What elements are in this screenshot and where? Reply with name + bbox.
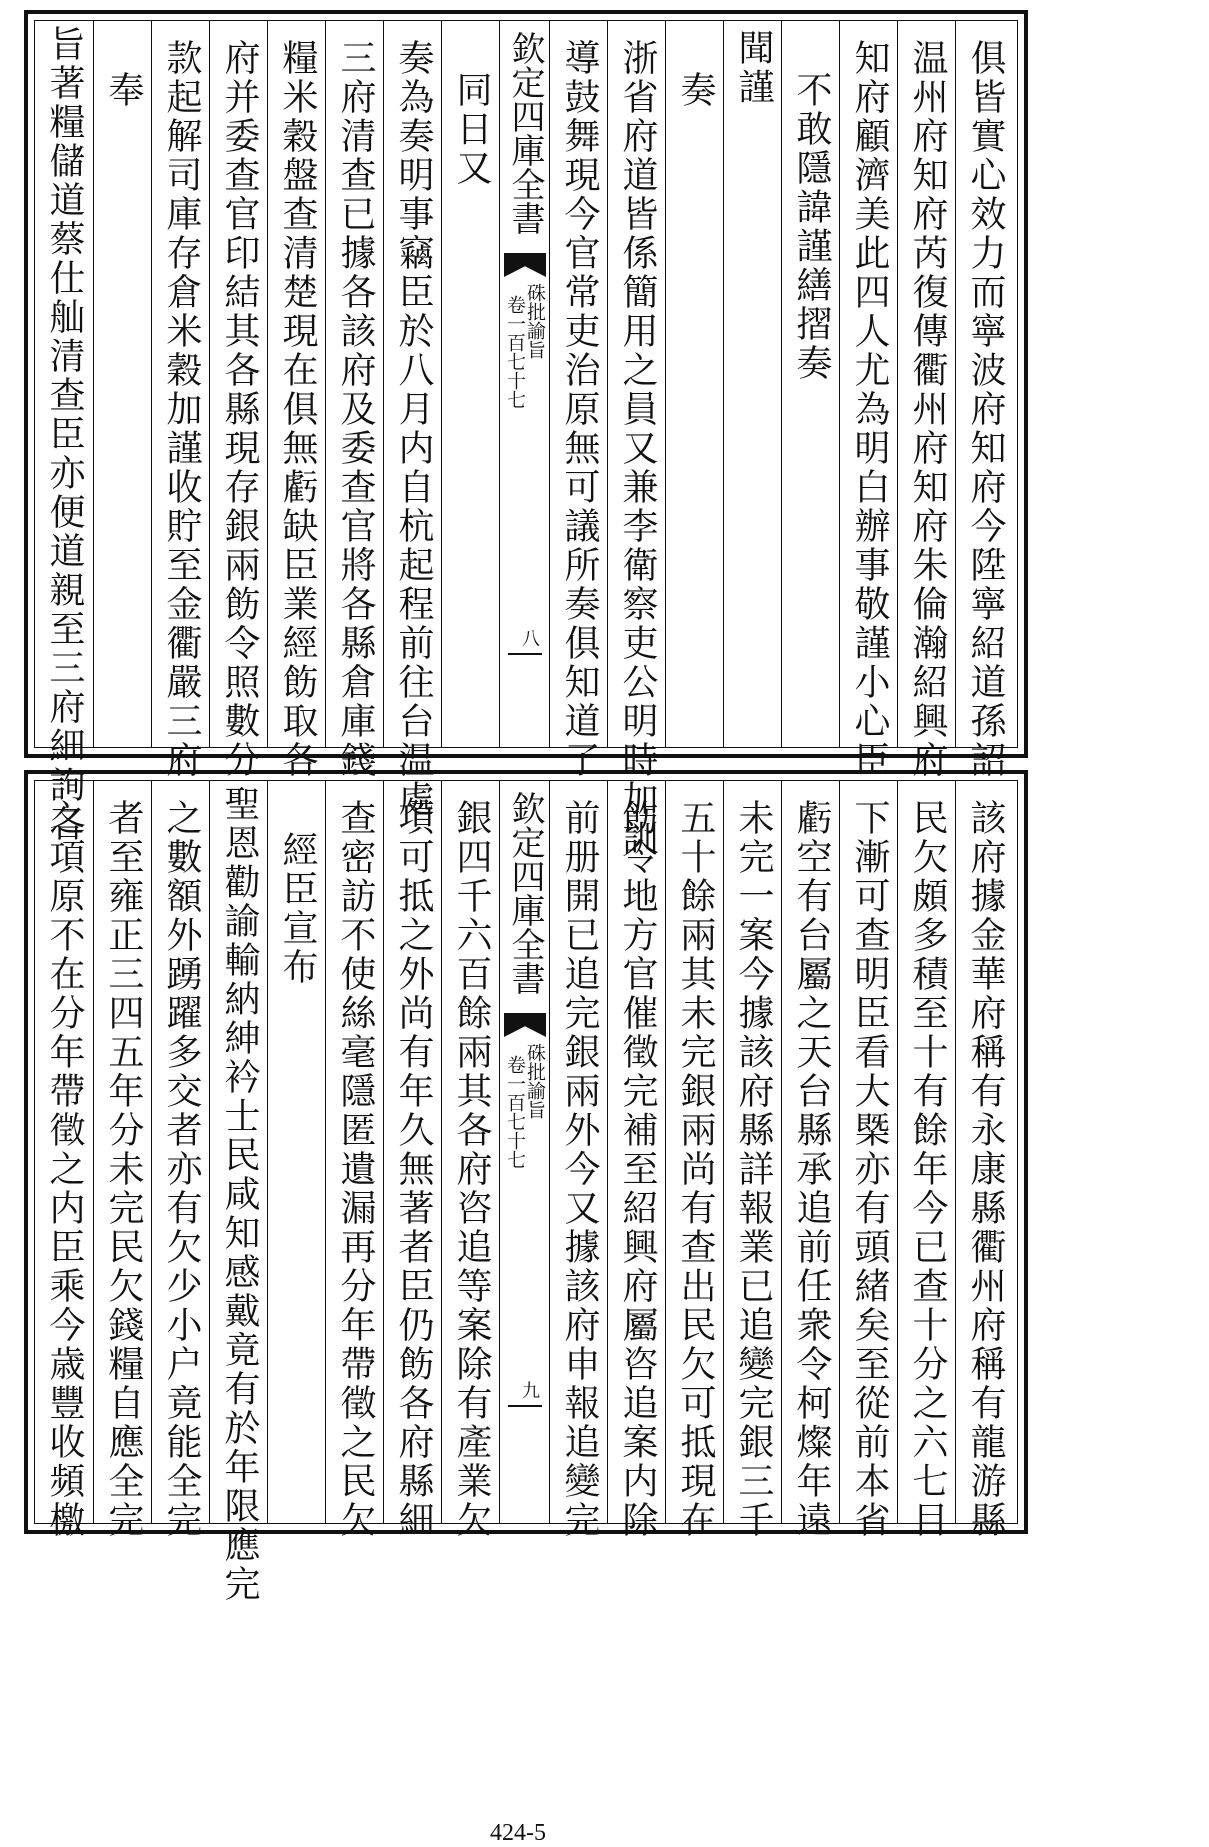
column-text: 民欠頗多積至十有餘年今已查十分之六七目 (907, 799, 948, 1540)
column-text: 府并委查官印結其各縣現存銀兩飭令照數分 (219, 39, 260, 780)
column-text: 糧米穀盤查清楚現在俱無虧缺臣業經飭取各 (277, 39, 318, 780)
text-column (897, 781, 956, 1540)
column-text: 之數額外踴躍多交者亦有欠少小户竟能全完 (161, 799, 202, 1540)
page-bottom (24, 770, 1028, 1604)
column-text: 下漸可查明臣看大槩亦有頭緒矣至從前本省 (849, 799, 890, 1540)
fishtail-mark (504, 253, 546, 277)
book-title: 欽定四庫全書 (505, 31, 545, 235)
text-column (151, 781, 210, 1540)
column-text: 奏為奏明事竊臣於八月内自杭起程前往台温處 (393, 39, 434, 819)
column-text: 三府清查已據各該府及委查官將各縣倉庫錢 (335, 39, 376, 780)
leaf-number-rule (508, 1405, 542, 1407)
page-top (24, 10, 1028, 858)
column-text: 奉 (103, 71, 144, 110)
text-column (955, 21, 1014, 780)
text-column (781, 781, 840, 1540)
text-column (35, 21, 93, 844)
text-column (723, 21, 782, 747)
column-text: 經臣宣布 (277, 831, 318, 987)
text-column (383, 781, 442, 1540)
column-text: 温州府知府芮復傳衢州府知府朱倫瀚紹興府 (907, 39, 948, 780)
column-text: 導鼓舞現今官常吏治原無可議所奏俱知道了 (559, 39, 600, 780)
text-column (897, 21, 956, 780)
text-column (209, 21, 268, 780)
text-column (607, 21, 666, 858)
text-column (93, 21, 152, 747)
text-column (781, 21, 840, 747)
chapter-title: 硃批諭旨 (524, 283, 546, 359)
text-column (839, 781, 898, 1540)
column-text: 奏 (675, 71, 716, 110)
text-column (549, 781, 608, 1540)
chapter-title: 硃批諭旨 (524, 1043, 546, 1119)
column-text: 飭令地方官催徵完補至紹興府屬咨追案内除 (617, 799, 658, 1540)
text-column (325, 781, 384, 1540)
text-column (267, 781, 326, 1523)
column-text: 未完一案今據該府縣詳報業已追變完銀三千 (733, 799, 774, 1540)
text-column (383, 21, 442, 819)
column-text: 五十餘兩其未完銀兩尚有查出民欠可抵現在 (675, 799, 716, 1540)
text-column (35, 781, 93, 1540)
column-text: 知府顧濟美此四人尤為明白辦事敬謹小心臣 (849, 39, 890, 780)
text-column (209, 781, 268, 1604)
column-text: 俱皆實心效力而寧波府知府今陞寧紹道孫詔 (965, 39, 1006, 780)
page-top-frame (34, 20, 1018, 858)
text-column (955, 781, 1014, 1540)
volume-number: 卷一百七十七 (503, 1055, 526, 1169)
volume-number: 卷一百七十七 (503, 295, 526, 409)
column-text: 不敢隱諱謹繕摺奏 (791, 71, 832, 383)
page-footer-number: 424-5 (490, 1820, 546, 1846)
column-text: 該府據金華府稱有永康縣衢州府稱有龍游縣 (965, 799, 1006, 1540)
text-column (839, 21, 898, 780)
header-column (499, 781, 550, 1523)
page-bottom-frame (34, 780, 1018, 1604)
column-text: 聖恩勸諭輸納紳衿士民咸知感戴竟有於年限應完 (219, 785, 260, 1604)
column-text: 款起解司庫存倉米穀加謹收貯至金衢嚴三府 (161, 39, 202, 780)
text-column (93, 781, 152, 1540)
text-column (607, 781, 666, 1540)
text-column (665, 21, 724, 747)
column-text: 前册開已追完銀兩外今又據該府申報追變完 (559, 799, 600, 1540)
column-text: 項可抵之外尚有年久無著者臣仍飭各府縣細 (393, 799, 434, 1540)
column-text: 之項原不在分年帶徵之内臣乘今歳豐收頻檄 (44, 799, 85, 1540)
column-text: 浙省府道皆係簡用之員又兼李衛察吏公明時加訓 (617, 39, 658, 858)
text-column (325, 21, 384, 780)
text-column (549, 21, 608, 780)
text-column (723, 781, 782, 1540)
leaf-number-rule (508, 653, 542, 655)
column-text: 同日又 (451, 71, 492, 188)
leaf-number: 八 (519, 629, 540, 647)
fishtail-mark (504, 1013, 546, 1037)
column-text: 銀四千六百餘兩其各府咨追等案除有產業欠 (451, 799, 492, 1540)
text-column (151, 21, 210, 780)
text-column (441, 781, 500, 1540)
column-text: 虧空有台屬之天台縣承追前任衆令柯燦年遠 (791, 799, 832, 1540)
column-text: 旨著糧儲道蔡仕舢清查臣亦便道親至三府細詢各 (44, 25, 85, 844)
header-column (499, 21, 550, 747)
column-text: 聞謹 (733, 29, 774, 107)
text-column (665, 781, 724, 1540)
book-title: 欽定四庫全書 (505, 791, 545, 995)
column-text: 者至雍正三四五年分未完民欠錢糧自應全完 (103, 799, 144, 1540)
text-column (441, 21, 500, 747)
leaf-number: 九 (519, 1381, 540, 1399)
text-column (267, 21, 326, 780)
column-text: 查密訪不使絲毫隱匿遺漏再分年帶徵之民欠 (335, 799, 376, 1540)
